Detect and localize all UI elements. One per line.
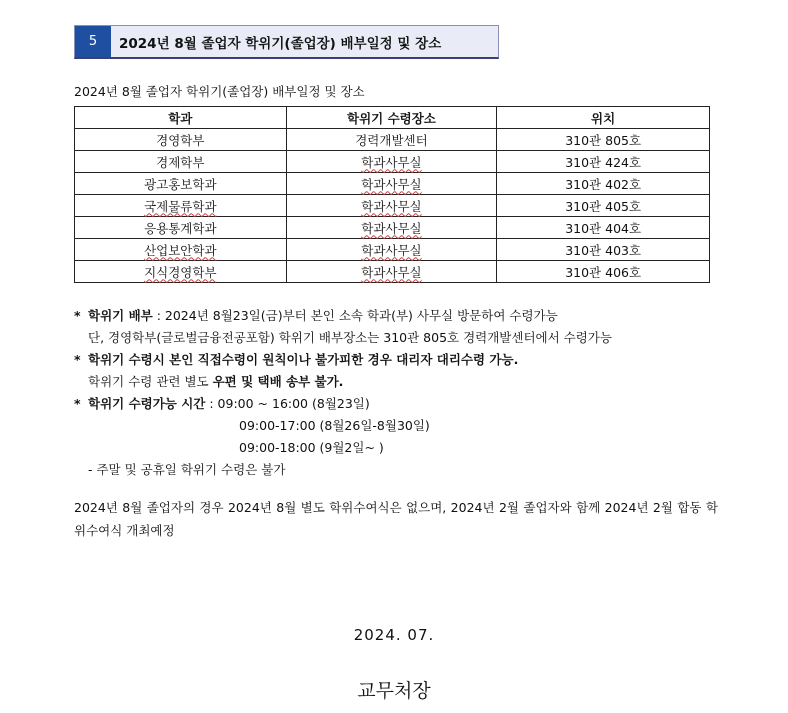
cell-department bbox=[75, 195, 287, 217]
header-department: 학과 bbox=[75, 107, 287, 129]
cell-pickup-place bbox=[286, 195, 497, 217]
note-distribution-label: 학위기 배부 bbox=[88, 308, 153, 323]
header-pickup-place: 학위기 수령장소 bbox=[286, 107, 497, 129]
cell-pickup-place-text: 학과사무실 bbox=[361, 176, 422, 192]
note-hours-time-3: 09:00-18:00 (9월2일~ ) bbox=[239, 440, 384, 455]
cell-location: 310관 805호 bbox=[497, 129, 710, 151]
cell-pickup-place bbox=[286, 151, 497, 173]
note-hours-time-2: 09:00-17:00 (8월26일-8월30일) bbox=[239, 418, 430, 433]
note-hours bbox=[74, 394, 370, 412]
cell-pickup-place-text: 학과사무실 bbox=[361, 220, 422, 236]
note-no-mail: 우편 및 택배 송부 불가. bbox=[212, 374, 344, 389]
cell-department: 경영학부 bbox=[75, 129, 287, 151]
cell-pickup-place-text: 학과사무실 bbox=[361, 198, 422, 214]
note-weekend: - 주말 및 공휴일 학위기 수령은 불가 bbox=[88, 462, 286, 477]
cell-location: 310관 403호 bbox=[497, 239, 710, 261]
note-distribution-sub: 단, 경영학부(글로벌금융전공포함) 학위기 배부장소는 310관 805호 경력개발센터에서 수령가능 bbox=[88, 330, 612, 345]
document-date: 2024. 07. bbox=[353, 626, 435, 644]
table-caption: 2024년 8월 졸업자 학위기(졸업장) 배부일정 및 장소 bbox=[74, 84, 365, 99]
signer: 교무처장 bbox=[357, 680, 431, 702]
header-location: 위치 bbox=[497, 107, 710, 129]
cell-pickup-place bbox=[286, 239, 497, 261]
table-row bbox=[75, 195, 710, 217]
note-hours-time-1: : 09:00 ~ 16:00 (8월23일) bbox=[205, 396, 370, 411]
note-pickup-rule bbox=[74, 350, 518, 368]
note-pickup-rule-text: 학위기 수령시 본인 직접수령이 원칙이나 불가피한 경우 대리자 대리수령 가능. bbox=[88, 352, 519, 367]
cell-location: 310관 424호 bbox=[497, 151, 710, 173]
cell-location: 310관 405호 bbox=[497, 195, 710, 217]
distribution-table bbox=[74, 106, 710, 283]
cell-pickup-place bbox=[286, 173, 497, 195]
table-row bbox=[75, 151, 710, 173]
section-number: 5 bbox=[75, 26, 111, 57]
cell-department bbox=[75, 261, 287, 283]
cell-pickup-place-text: 학과사무실 bbox=[361, 154, 422, 170]
cell-department bbox=[75, 239, 287, 261]
cell-department-text: 산업보안학과 bbox=[144, 242, 217, 258]
cell-department: 응용통계학과 bbox=[75, 217, 287, 239]
cell-location: 310관 402호 bbox=[497, 173, 710, 195]
section-title: 2024년 8월 졸업자 학위기(졸업장) 배부일정 및 장소 bbox=[119, 35, 442, 52]
cell-pickup-place bbox=[286, 261, 497, 283]
cell-pickup-place: 경력개발센터 bbox=[286, 129, 497, 151]
note-hours-label: 학위기 수령가능 시간 bbox=[88, 396, 206, 411]
table-row bbox=[75, 129, 710, 151]
table-header-row bbox=[75, 107, 710, 129]
cell-department-text: 국제물류학과 bbox=[144, 198, 217, 214]
cell-pickup-place-text: 학과사무실 bbox=[361, 264, 422, 280]
cell-department: 광고홍보학과 bbox=[75, 173, 287, 195]
cell-location: 310관 406호 bbox=[497, 261, 710, 283]
table-row bbox=[75, 173, 710, 195]
cell-pickup-place-text: 학과사무실 bbox=[361, 242, 422, 258]
cell-department: 경제학부 bbox=[75, 151, 287, 173]
note-distribution-text: : 2024년 8월23일(금)부터 본인 소속 학과(부) 사무실 방문하여 수령가능 bbox=[152, 308, 558, 323]
table-row bbox=[75, 239, 710, 261]
note-pickup-rule-sub bbox=[88, 372, 343, 390]
cell-location: 310관 404호 bbox=[497, 217, 710, 239]
note-distribution bbox=[74, 306, 558, 324]
note-pickup-rule-sub-text: 학위기 수령 관련 별도 bbox=[88, 374, 213, 389]
cell-pickup-place bbox=[286, 217, 497, 239]
ceremony-paragraph: 2024년 8월 졸업자의 경우 2024년 8월 별도 학위수여식은 없으며, 2024년 2월 졸업자와 함께 2024년 2월 합동 학위수여식 개최예정 bbox=[74, 500, 718, 538]
table-row bbox=[75, 217, 710, 239]
table-row bbox=[75, 261, 710, 283]
bullet-mark: * bbox=[74, 352, 81, 367]
bullet-mark: * bbox=[74, 396, 81, 411]
bullet-mark: * bbox=[74, 308, 81, 323]
section-heading bbox=[74, 25, 499, 59]
cell-department-text: 지식경영학부 bbox=[144, 264, 217, 280]
